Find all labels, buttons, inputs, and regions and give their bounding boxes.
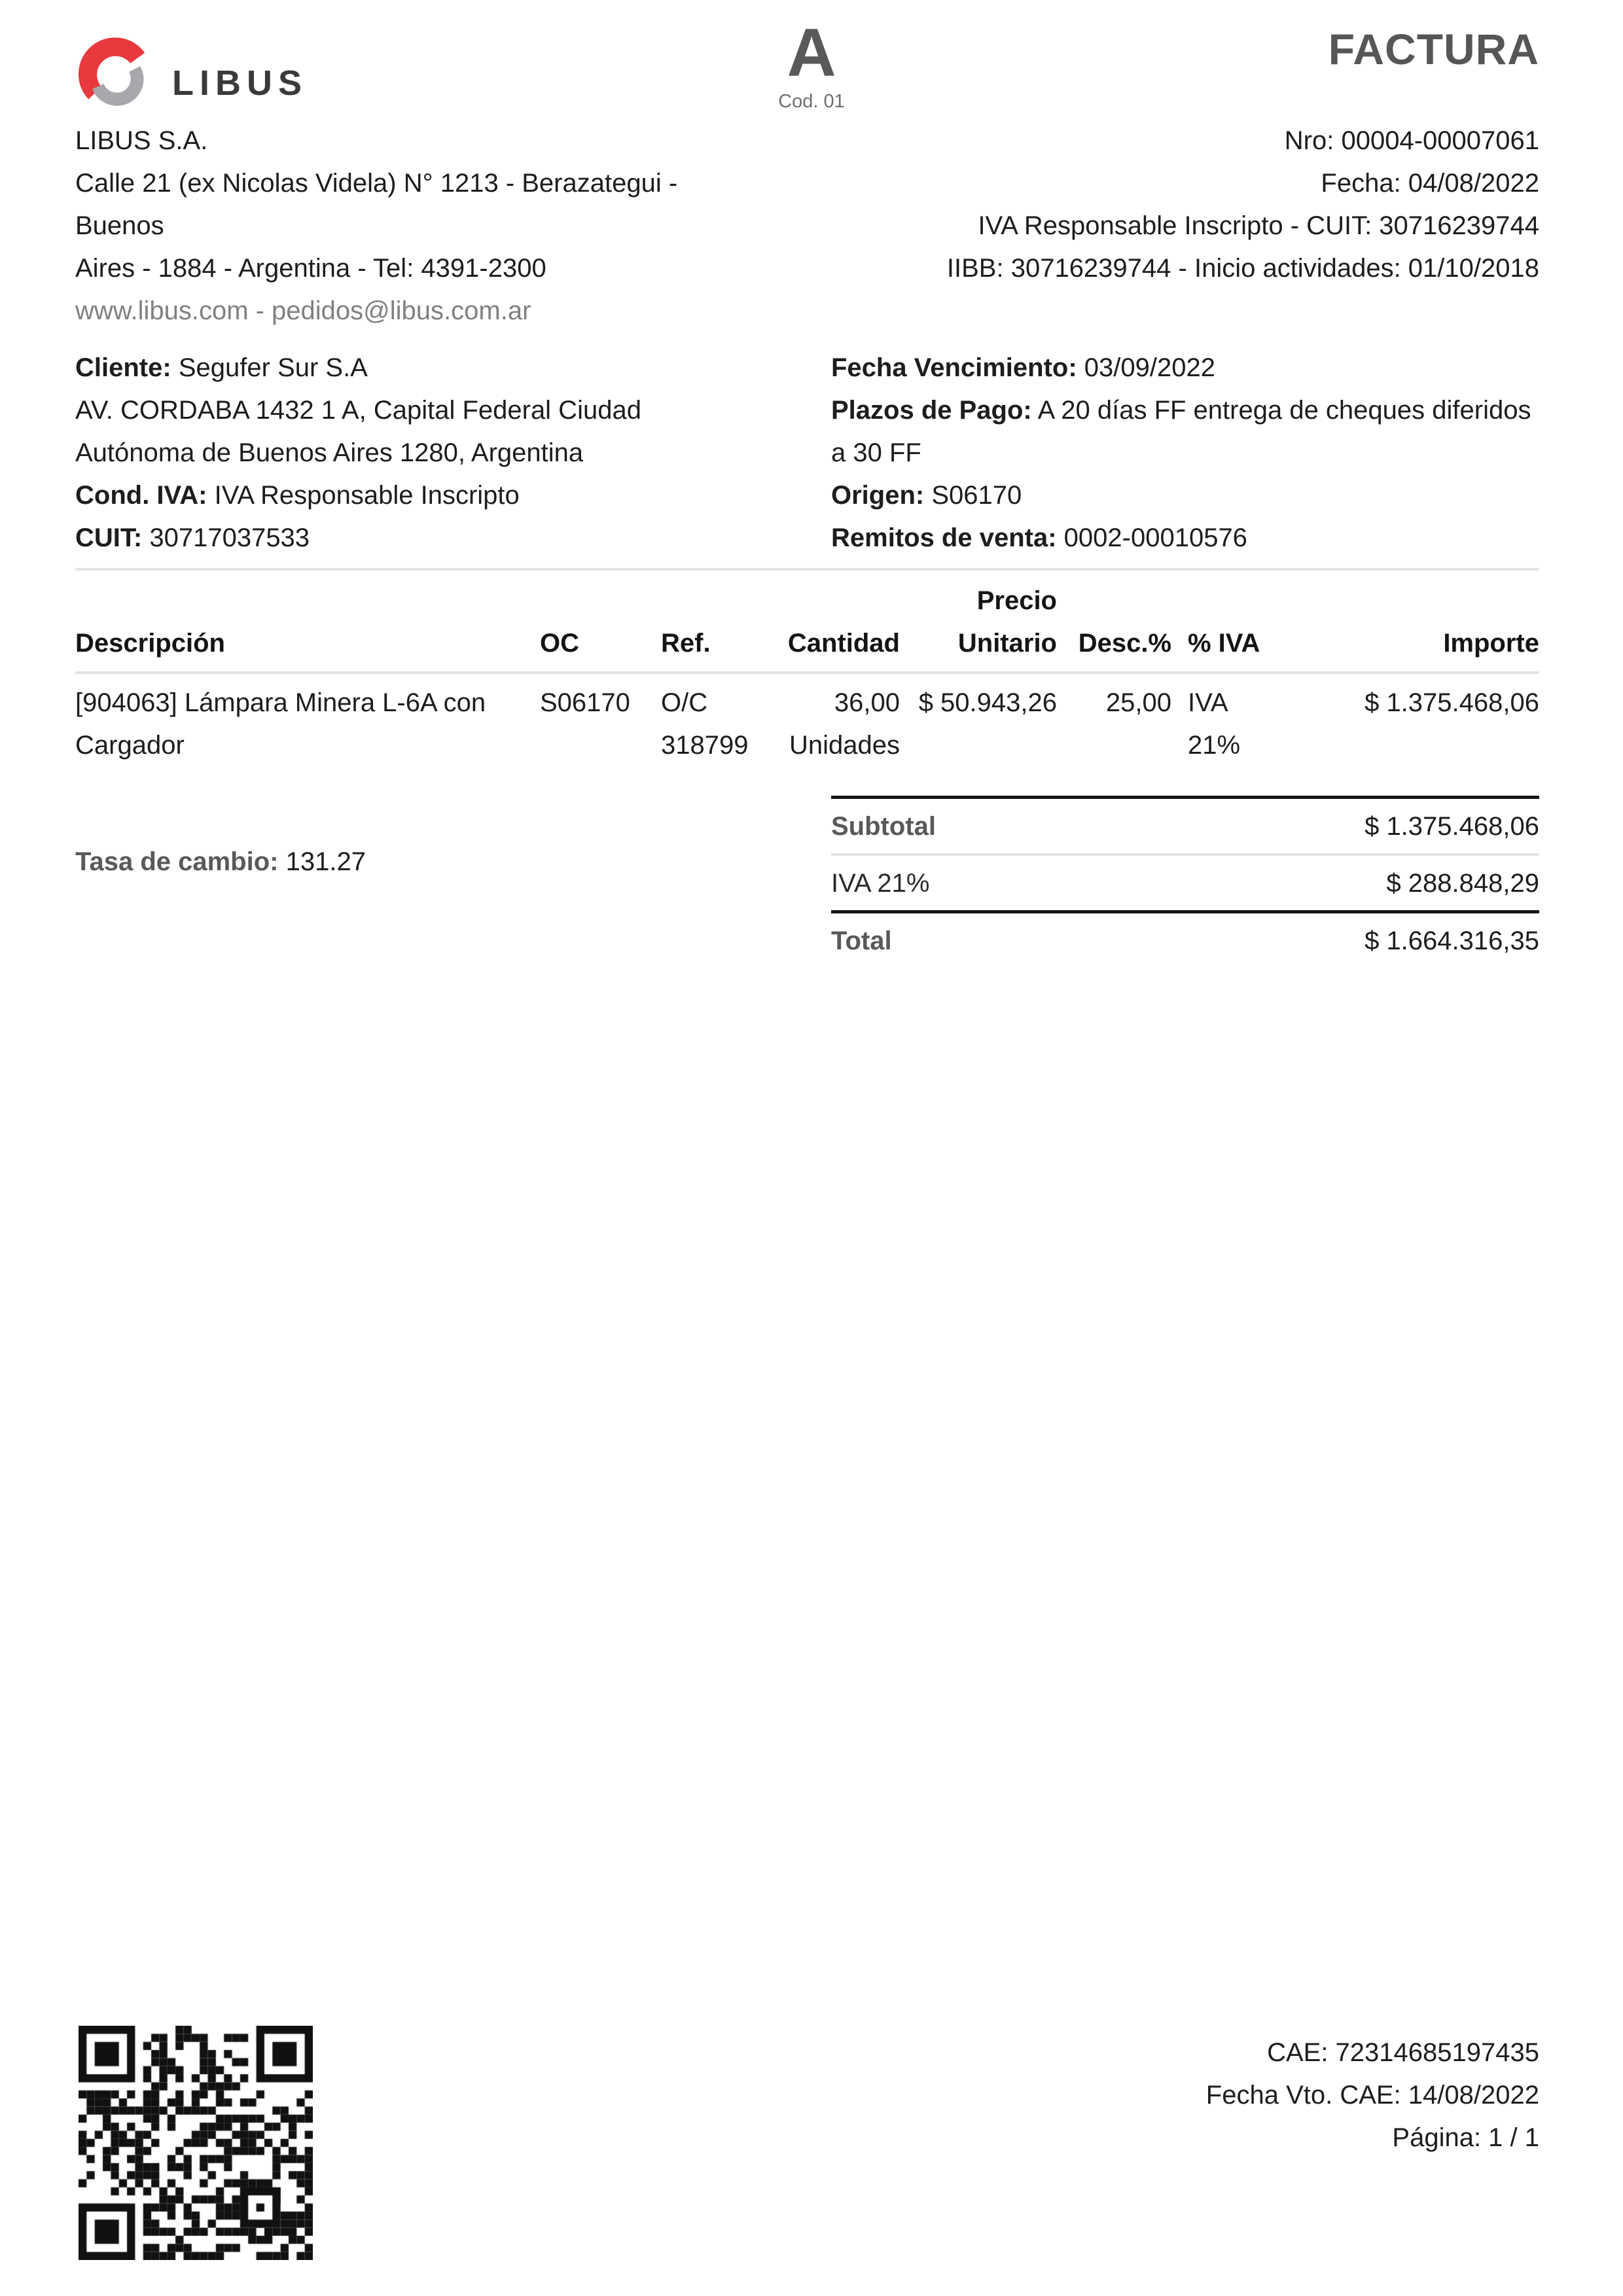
- col-header-ref: Ref.: [661, 629, 711, 658]
- items-table: [75, 568, 1539, 767]
- col-header-iva-pct: % IVA: [1188, 629, 1260, 658]
- col-header-importe: Importe: [1443, 629, 1539, 658]
- cell-desc-pct: 25,00: [1105, 688, 1171, 717]
- libus-logo-text: LIBUS: [172, 63, 308, 103]
- origin: S06170: [931, 481, 1022, 510]
- invoice-iva-cuit: IVA Responsable Inscripto - CUIT: 30716239744: [978, 211, 1539, 240]
- client-iva: IVA Responsable Inscripto: [214, 481, 520, 510]
- origin-line: [831, 474, 1539, 517]
- client-name-line: [75, 347, 743, 389]
- invoice-type-letter: A: [787, 15, 836, 91]
- client-cuit: 30717037533: [149, 523, 310, 552]
- table-row: [75, 674, 1539, 767]
- payment-terms-line: [831, 389, 1539, 474]
- iva-value: $ 288.848,29: [1386, 869, 1539, 898]
- totals-table: [831, 796, 1539, 968]
- invoice-iibb: IIBB: 30716239744 - Inicio actividades: 01/10/2018: [946, 254, 1539, 283]
- client-address-line1: AV. CORDABA 1432 1 A, Capital Federal Ciudad: [75, 396, 641, 425]
- items-table-header: [75, 568, 1539, 674]
- client-iva-line: [75, 474, 743, 517]
- remitos-label: Remitos de venta:: [831, 523, 1057, 552]
- cell-cantidad: 36,00 Unidades: [789, 688, 900, 760]
- cell-oc: S06170: [540, 688, 630, 717]
- invoice-type-code: Cod. 01: [778, 91, 845, 112]
- company-address-line1: Calle 21 (ex Nicolas Videla) N° 1213 - Berazategui - Buenos: [75, 169, 678, 240]
- due-date-label: Fecha Vencimiento:: [831, 353, 1077, 382]
- client-cuit-label: CUIT:: [75, 523, 143, 552]
- payment-terms-label: Plazos de Pago:: [831, 396, 1032, 425]
- exchange-rate-value: 131.27: [285, 847, 366, 876]
- payment-terms: A 20 días FF entrega de cheques diferidos a 30 FF: [831, 396, 1531, 467]
- exchange-rate: [75, 841, 366, 883]
- col-header-cantidad: Cantidad: [787, 629, 900, 658]
- qr-code: [79, 2026, 313, 2260]
- col-header-desc-pct: Desc.%: [1078, 629, 1171, 658]
- due-date: 03/09/2022: [1084, 353, 1215, 382]
- client-info: [75, 347, 743, 559]
- col-header-precio-unitario: Precio Unitario: [957, 586, 1057, 658]
- exchange-rate-label: Tasa de cambio:: [75, 847, 279, 876]
- cell-precio-unitario: $ 50.943,26: [918, 688, 1057, 717]
- cell-ref: O/C 318799: [661, 688, 749, 760]
- col-header-descripcion: Descripción: [75, 629, 225, 658]
- company-address-line2: Aires - 1884 - Argentina - Tel: 4391-2300: [75, 254, 546, 283]
- cell-iva-pct: IVA 21%: [1188, 688, 1241, 760]
- total-row: [831, 913, 1539, 968]
- company-name: LIBUS S.A.: [75, 126, 208, 155]
- client-name-label: Cliente:: [75, 353, 171, 382]
- origin-label: Origen:: [831, 481, 925, 510]
- due-date-line: [831, 347, 1539, 389]
- invoice-number: Nro: 00004-00007061: [1284, 126, 1539, 155]
- col-header-oc: OC: [540, 629, 579, 658]
- remitos-line: [831, 517, 1539, 559]
- company-info: [75, 120, 736, 332]
- client-name: Segufer Sur S.A: [178, 353, 368, 382]
- page-indicator: Página: 1 / 1: [1392, 2123, 1539, 2152]
- remitos: 0002-00010576: [1063, 523, 1247, 552]
- subtotal-value: $ 1.375.468,06: [1364, 812, 1539, 841]
- iva-label: IVA 21%: [831, 869, 930, 898]
- cell-descripcion: [904063] Lámpara Minera L-6A con Cargador: [75, 688, 486, 760]
- cae-number: CAE: 72314685197435: [1267, 2038, 1539, 2067]
- payment-info: [831, 347, 1539, 559]
- client-address-line2: Autónoma de Buenos Aires 1280, Argentina: [75, 438, 584, 467]
- company-web-email: www.libus.com - pedidos@libus.com.ar: [75, 296, 531, 325]
- cell-importe: $ 1.375.468,06: [1364, 688, 1539, 717]
- total-label: Total: [831, 927, 892, 955]
- document-title: FACTURA: [1328, 25, 1539, 73]
- subtotal-row: [831, 799, 1539, 856]
- libus-logo-icon: [75, 33, 155, 116]
- iva-row: [831, 856, 1539, 913]
- total-value: $ 1.664.316,35: [1364, 927, 1539, 955]
- logo: [75, 33, 308, 116]
- subtotal-label: Subtotal: [831, 812, 936, 841]
- footer-info: [1206, 2032, 1539, 2159]
- invoice-type: [740, 17, 883, 113]
- invoice-meta: [947, 120, 1539, 290]
- invoice-date: Fecha: 04/08/2022: [1321, 169, 1539, 198]
- cae-due-date: Fecha Vto. CAE: 14/08/2022: [1205, 2081, 1539, 2110]
- client-cuit-line: [75, 517, 743, 559]
- client-iva-label: Cond. IVA:: [75, 481, 207, 510]
